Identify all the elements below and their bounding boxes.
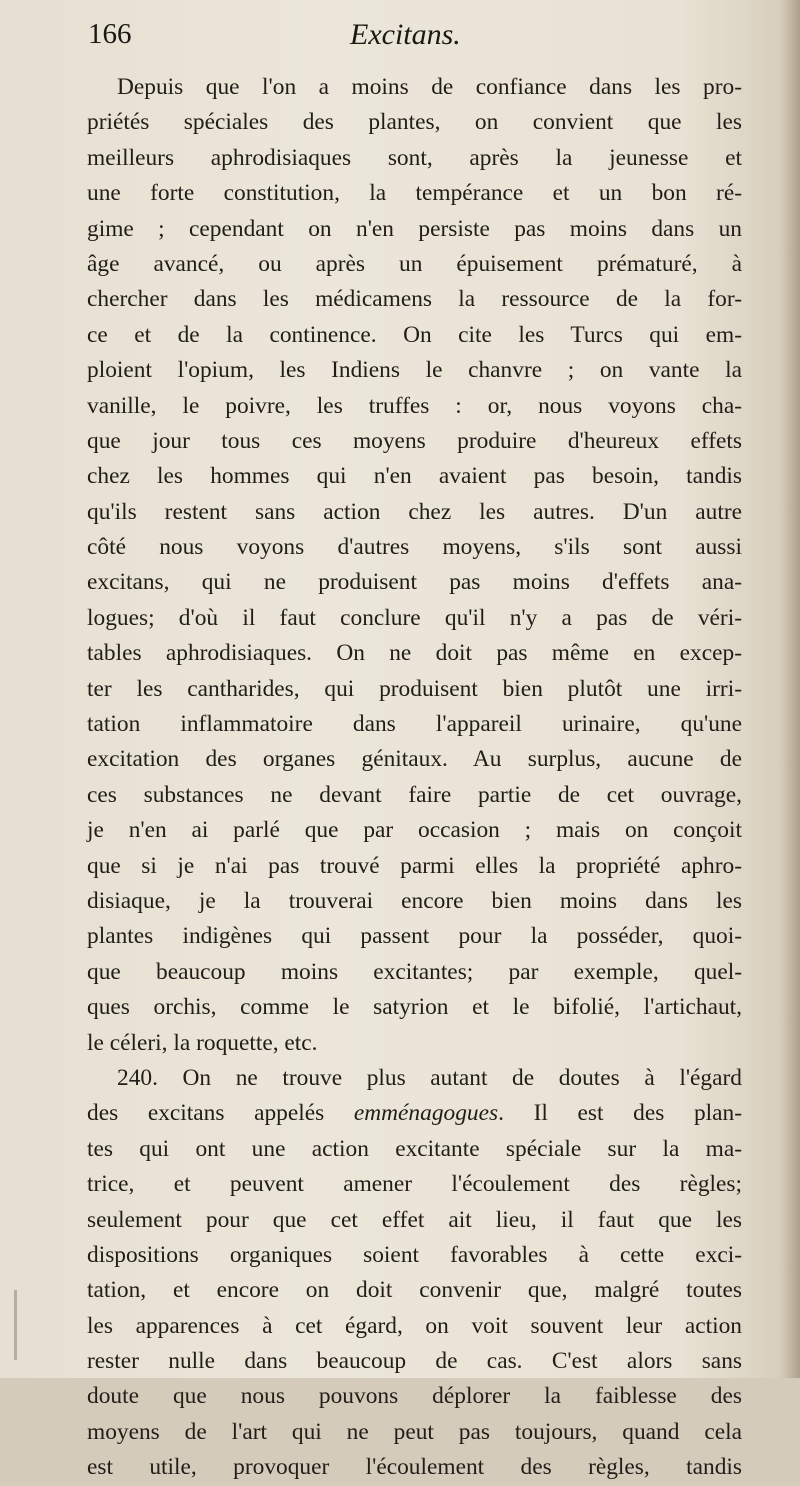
text-line: côté nous voyons d'autres moyens, s'ils sont aussi <box>87 534 742 561</box>
text-line-with-term <box>87 1096 742 1131</box>
text-line: dispositions organiques soient favorables à cette exci- <box>87 1241 742 1268</box>
text-line: ces substances ne devant faire partie de cet ouvrage, <box>87 781 742 808</box>
text-line: ter les cantharides, qui produisent bien plutôt une irri- <box>87 675 742 702</box>
page-edge-shadow <box>782 0 800 1378</box>
text-line: ploient l'opium, les Indiens le chanvre ; on vante la <box>87 357 742 384</box>
text-line: que beaucoup moins excitantes; par exemple, quel- <box>87 958 742 985</box>
text-line: chercher dans les médicamens la ressource de la for- <box>87 286 742 313</box>
text-line: qu'ils restent sans action chez les autres. D'un autre <box>87 498 742 525</box>
text-line: 240. On ne trouve plus autant de doutes à l'égard <box>117 1064 742 1091</box>
text-line: logues; d'où il faut conclure qu'il n'y a pas de véri- <box>87 604 742 631</box>
page-number: 166 <box>88 18 132 50</box>
running-title: Excitans. <box>350 18 461 51</box>
text-line: ce et de la continence. On cite les Turcs qui em- <box>87 321 742 348</box>
text-line: Depuis que l'on a moins de confiance dans les pro- <box>117 74 742 100</box>
body-text <box>87 70 742 1486</box>
text-line: plantes indigènes qui passent pour la posséder, quoi- <box>87 923 742 950</box>
binding-mark <box>14 1290 17 1360</box>
text-line: disiaque, je la trouverai encore bien moins dans les <box>87 887 742 914</box>
text-line: ques orchis, comme le satyrion et le bifolié, l'artichaut, <box>87 994 742 1021</box>
text-line: que si je n'ai pas trouvé parmi elles la propriété aphro- <box>87 852 742 879</box>
text-line: le céleri, la roquette, etc. <box>87 1029 318 1056</box>
text-line: vanille, le poivre, les truffes : or, nous voyons cha- <box>87 392 742 419</box>
text-line: tes qui ont une action excitante spéciale sur la ma- <box>87 1135 742 1162</box>
emphasized-term: emménagogues <box>353 1100 499 1127</box>
text-line: tables aphrodisiaques. On ne doit pas même en excep- <box>87 640 742 667</box>
text-line: âge avancé, ou après un épuisement prématuré, à <box>87 250 742 277</box>
text-line: trice, et peuvent amener l'écoulement des règles; <box>87 1171 742 1198</box>
text-line: que jour tous ces moyens produire d'heureux effets <box>87 427 742 454</box>
page-header <box>88 12 748 56</box>
text-line: tation inflammatoire dans l'appareil urinaire, qu'une <box>87 711 742 738</box>
text-line: moyens de l'art qui ne peut pas toujours, quand cela <box>87 1418 742 1445</box>
text-line: rester nulle dans beaucoup de cas. C'est alors sans <box>87 1348 742 1375</box>
text-line: une forte constitution, la tempérance et un bon ré- <box>87 180 742 207</box>
text-line: gime ; cependant on n'en persiste pas moins dans un <box>87 215 742 242</box>
text-line: les apparences à cet égard, on voit souvent leur action <box>87 1312 742 1339</box>
text-fragment: des excitans appelés <box>87 1100 354 1127</box>
text-line: meilleurs aphrodisiaques sont, après la jeunesse et <box>87 144 742 171</box>
text-line: doute que nous pouvons déplorer la faiblesse des <box>87 1383 742 1410</box>
text-line: est utile, provoquer l'écoulement des règles, tandis <box>87 1454 742 1481</box>
text-line: je n'en ai parlé que par occasion ; mais on conçoit <box>87 817 742 844</box>
text-line: seulement pour que cet effet ait lieu, il faut que les <box>87 1206 742 1233</box>
text-fragment: . Il est des plan- <box>498 1100 743 1127</box>
text-line: excitans, qui ne produisent pas moins d'effets ana- <box>87 569 742 596</box>
text-line: priétés spéciales des plantes, on convient que les <box>87 109 742 136</box>
text-line: tation, et encore on doit convenir que, malgré toutes <box>87 1277 742 1304</box>
text-line: excitation des organes génitaux. Au surplus, aucune de <box>87 746 742 773</box>
text-line: chez les hommes qui n'en avaient pas besoin, tandis <box>87 463 742 490</box>
